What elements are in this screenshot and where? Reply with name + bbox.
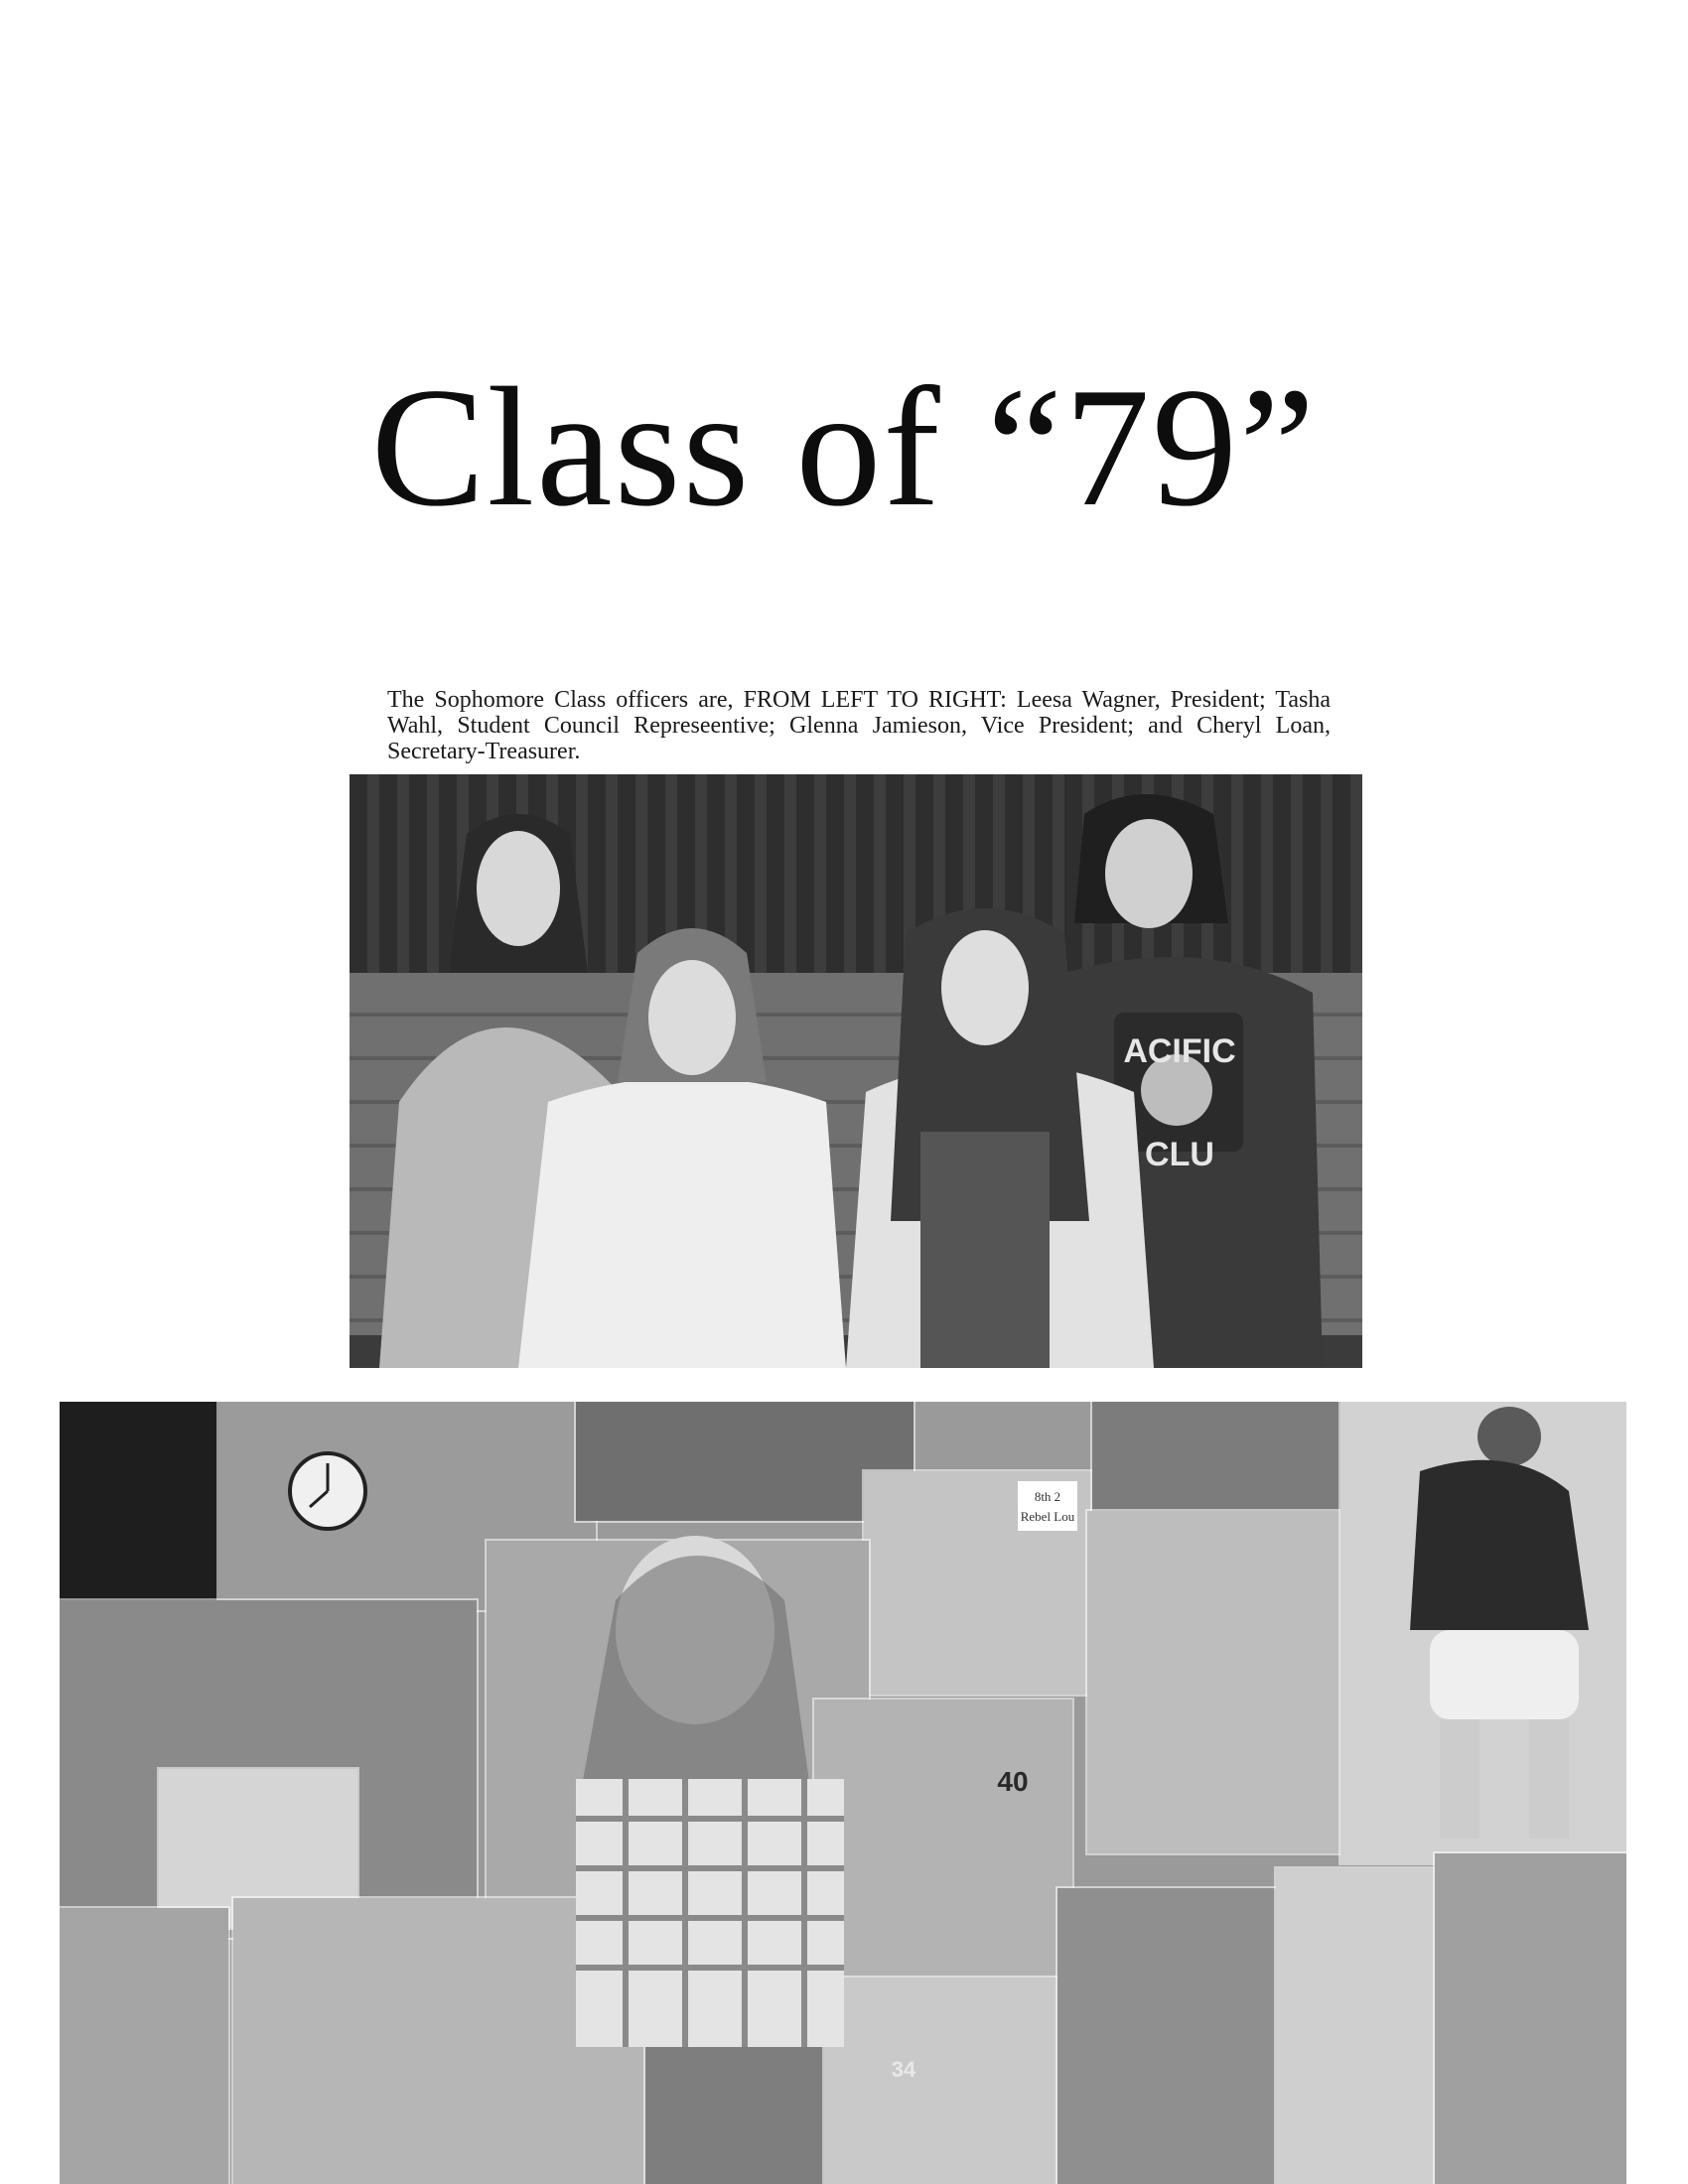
wall-clock-icon [290,1453,365,1529]
officers-figures [350,774,1362,1368]
page-title: Class of “79” [370,353,1318,543]
sign-text-line1: 8th 2 [1034,1489,1061,1504]
shirt-lettering-bottom: CLU [1145,1136,1214,1173]
volleyball-player-silhouette [1410,1407,1589,1839]
shirt-lettering-top: ACIFIC [1123,1032,1236,1070]
jersey-number-a: 40 [997,1766,1029,1797]
photo-caption: The Sophomore Class officers are, FROM LEFT TO RIGHT: Leesa Wagner, President; Tasha Wahl, Student Council Represeentive; Glenna Jamieson, Vice President; and Cheryl Loan, Secretary-Treasurer. [387,687,1331,764]
sophomore-officers-photo [350,774,1362,1368]
plaid-shirt-girl-silhouette [576,1536,844,2047]
jersey-number-b: 34 [891,2057,916,2082]
officer-figure-2 [518,928,846,1368]
collage-details [60,1402,1626,2184]
sign-text-line2: Rebel Lou [1020,1509,1075,1524]
activity-photo-collage [60,1402,1626,2184]
